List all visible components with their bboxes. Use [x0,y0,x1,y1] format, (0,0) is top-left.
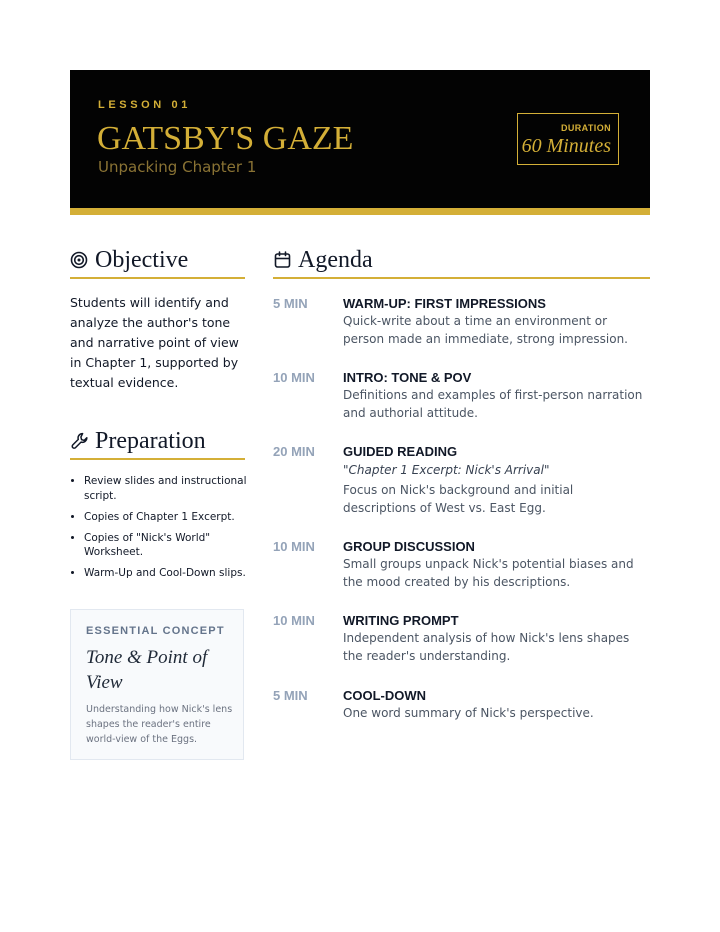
essential-concept-card [70,609,244,760]
lesson-label: LESSON 01 [98,99,191,111]
agenda-item-description: Quick-write about a time an environment or person made an immediate, strong impression. [343,314,628,346]
agenda-item-description: Small groups unpack Nick's potential biases and the mood created by his descriptions. [343,557,634,589]
wrench-icon [70,431,90,451]
lesson-title: GATSBY'S GAZE [97,120,354,157]
agenda-item-title: GROUP DISCUSSION [343,539,475,554]
agenda-item-title: WRITING PROMPT [343,613,459,628]
duration-label: DURATION [560,123,611,133]
agenda-heading [273,245,650,279]
objective-text: Students will identify and analyze the author's tone and narrative point of view in Chapter 1, supported by textual evidence. [70,295,239,390]
agenda-time: 5 MIN [273,688,308,703]
concept-title: Tone & Point of View [86,647,208,693]
agenda-time: 20 MIN [273,444,315,459]
agenda-item-title: INTRO: TONE & POV [343,370,472,385]
calendar-icon [273,250,293,270]
concept-label: ESSENTIAL CONCEPT [86,625,225,637]
lesson-header [70,70,650,208]
concept-description: Understanding how Nick's lens shapes the reader's entire world-view of the Eggs. [86,704,233,745]
agenda-item-description: Definitions and examples of first-person narration and authorial attitude. [343,388,643,420]
agenda-item-title: WARM-UP: FIRST IMPRESSIONS [343,296,546,311]
preparation-title: Preparation [95,428,206,454]
duration-badge [517,113,619,165]
list-item: • Copies of Chapter 1 Excerpt. [84,510,248,525]
list-item: • Warm-Up and Cool-Down slips. [84,566,248,581]
agenda-time: 5 MIN [273,296,308,311]
preparation-list [70,474,248,587]
agenda-item-description: Independent analysis of how Nick's lens shapes the reader's understanding. [343,631,630,663]
agenda-title: Agenda [298,247,373,273]
lesson-subtitle: Unpacking Chapter 1 [98,158,257,176]
agenda-item-title: COOL-DOWN [343,688,427,703]
list-item: • Review slides and instructional script. [84,474,248,503]
agenda-item-description: Focus on Nick's background and initial descriptions of West vs. East Egg. [343,483,574,515]
agenda-item-quote: "Chapter 1 Excerpt: Nick's Arrival" [343,463,550,477]
duration-value: 60 Minutes [521,135,611,157]
list-item: • Copies of "Nick's World" Worksheet. [84,531,248,560]
preparation-heading [70,426,245,460]
agenda-time: 10 MIN [273,539,315,554]
agenda-time: 10 MIN [273,613,315,628]
objective-heading [70,245,245,279]
agenda-time: 10 MIN [273,370,315,385]
objective-title: Objective [95,247,189,273]
header-accent-stripe [70,208,650,215]
agenda-item-description: One word summary of Nick's perspective. [343,706,594,720]
target-icon [70,250,90,270]
agenda-item-title: GUIDED READING [343,444,458,459]
